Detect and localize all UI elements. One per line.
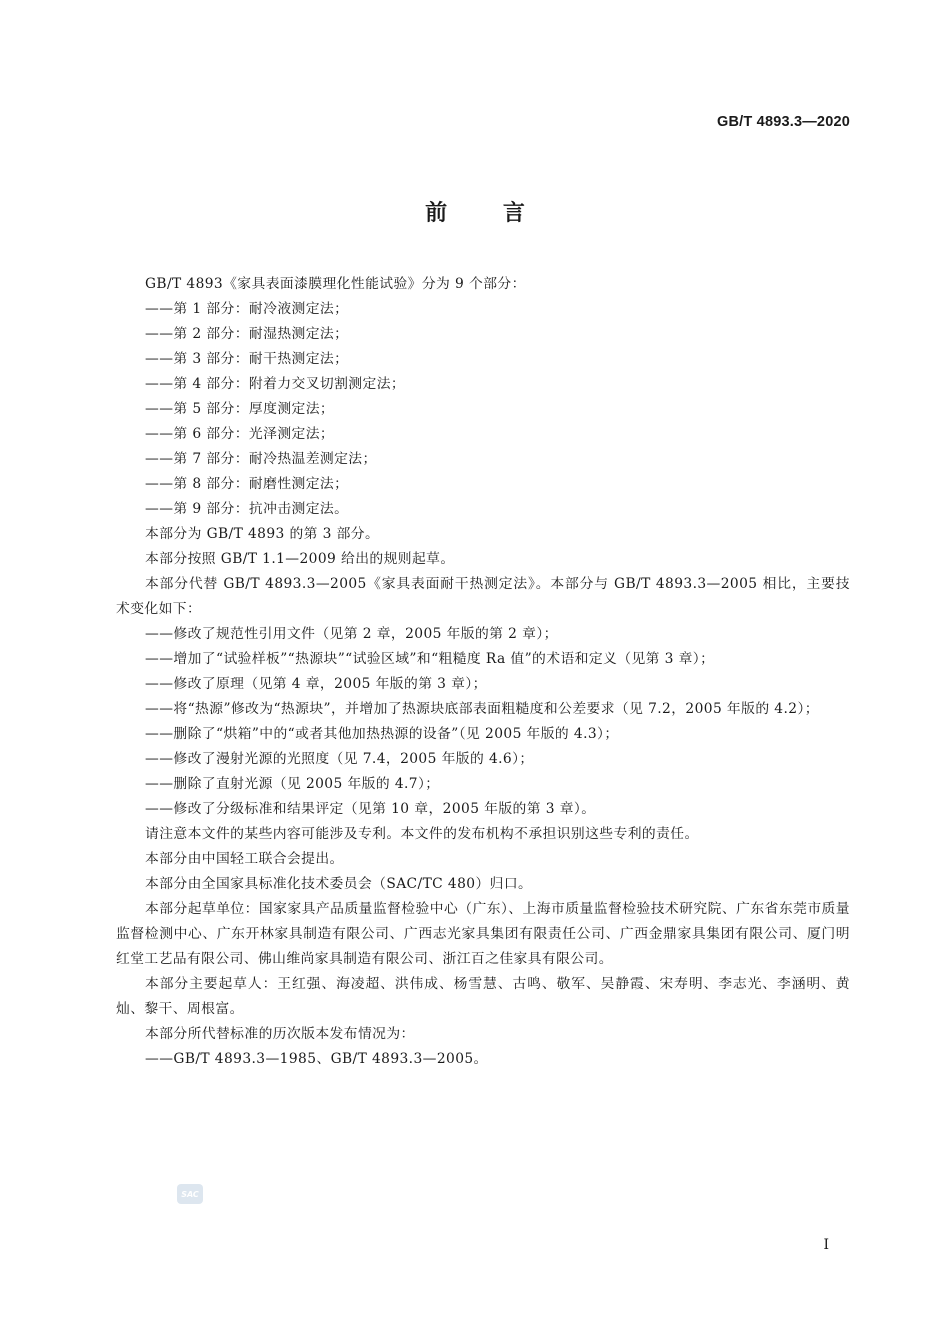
list-item: ——第 3 部分：耐干热测定法； <box>145 351 349 367</box>
paragraph: 本部分主要起草人：王红强、海凌超、洪伟成、杨雪慧、古鸣、敬军、吴静霞、宋寿明、李志光、李涵明、黄灿、黎干、周根富。 <box>116 976 850 1017</box>
list-item: ——将“热源”修改为“热源块”，并增加了热源块底部表面粗糙度和公差要求（见 7.2，2005 年版的 4.2）； <box>145 701 819 717</box>
list-item: ——修改了分级标准和结果评定（见第 10 章，2005 年版的第 3 章）。 <box>145 801 596 817</box>
page-number: I <box>823 1237 829 1253</box>
list-item: ——修改了规范性引用文件（见第 2 章，2005 年版的第 2 章）； <box>145 626 558 642</box>
list-item: ——增加了“试验样板”“热源块”“试验区域”和“粗糙度 Ra 值”的术语和定义（见第 3 章）； <box>145 651 715 667</box>
list-item: ——第 5 部分：厚度测定法； <box>145 401 335 417</box>
list-item: ——第 1 部分：耐冷液测定法； <box>145 301 349 317</box>
paragraph: 本部分所代替标准的历次版本发布情况为： <box>145 1026 415 1042</box>
list-item: ——第 6 部分：光泽测定法； <box>145 426 335 442</box>
paragraph: 本部分由中国轻工联合会提出。 <box>145 851 344 867</box>
sac-logo-watermark-icon <box>177 1184 203 1204</box>
list-item: ——删除了直射光源（见 2005 年版的 4.7）； <box>145 776 440 792</box>
list-item: ——GB/T 4893.3—1985、GB/T 4893.3—2005。 <box>145 1051 488 1067</box>
paragraph: 本部分由全国家具标准化技术委员会（SAC/TC 480）归口。 <box>145 876 533 892</box>
standard-number: GB/T 4893.3—2020 <box>717 114 850 130</box>
paragraph: 本部分按照 GB/T 1.1—2009 给出的规则起草。 <box>145 551 455 567</box>
foreword-body <box>116 272 850 1072</box>
list-item: ——修改了原理（见第 4 章，2005 年版的第 3 章）； <box>145 676 487 692</box>
list-item: ——修改了漫射光源的光照度（见 7.4，2005 年版的 4.6）； <box>145 751 534 767</box>
list-item: ——删除了“烘箱”中的“或者其他加热热源的设备”（见 2005 年版的 4.3）； <box>145 726 619 742</box>
list-item: ——第 9 部分：抗冲击测定法。 <box>145 501 349 517</box>
list-item: ——第 2 部分：耐湿热测定法； <box>145 326 349 342</box>
list-item: ——第 7 部分：耐冷热温差测定法； <box>145 451 377 467</box>
paragraph: 本部分代替 GB/T 4893.3—2005《家具表面耐干热测定法》。本部分与 GB/T 4893.3—2005 相比，主要技术变化如下： <box>116 576 850 617</box>
paragraph: 本部分起草单位：国家家具产品质量监督检验中心（广东）、上海市质量监督检验技术研究院、广东省东莞市质量监督检测中心、广东开林家具制造有限公司、广西志光家具集团有限责任公司、广西金鼎家具集团有限公司、厦门明红堂工艺品有限公司、佛山维尚家具制造有限公司、浙江百之佳家具有限公司。 <box>116 901 850 967</box>
paragraph: 请注意本文件的某些内容可能涉及专利。本文件的发布机构不承担识别这些专利的责任。 <box>145 826 699 842</box>
paragraph: GB/T 4893《家具表面漆膜理化性能试验》分为 9 个部分： <box>145 276 526 292</box>
page-title: 前 言 <box>425 201 525 226</box>
watermark-text: SAC <box>181 1189 199 1199</box>
list-item: ——第 4 部分：附着力交叉切割测定法； <box>145 376 406 392</box>
list-item: ——第 8 部分：耐磨性测定法； <box>145 476 349 492</box>
paragraph: 本部分为 GB/T 4893 的第 3 部分。 <box>145 526 380 542</box>
